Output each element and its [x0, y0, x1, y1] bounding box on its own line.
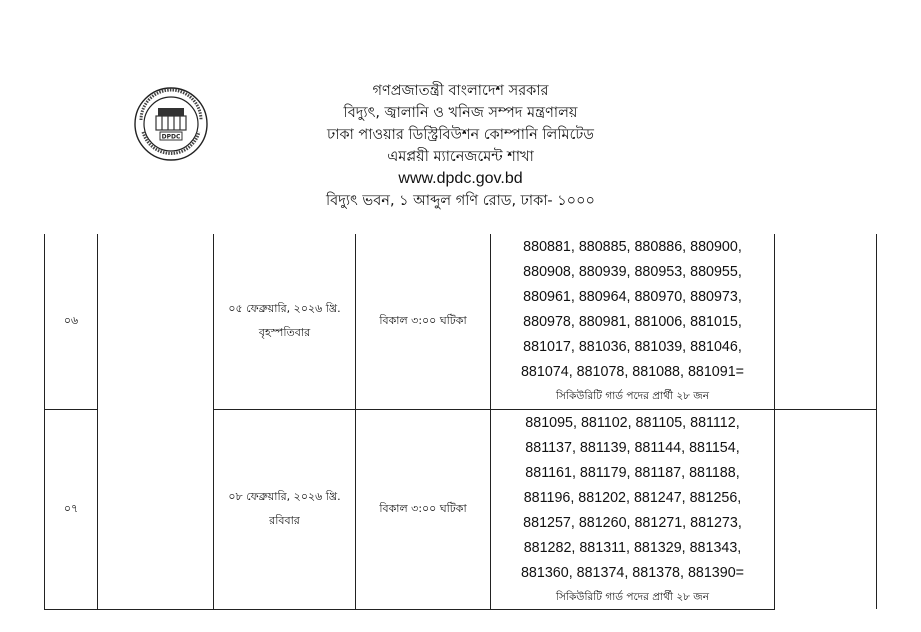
remarks-cell	[775, 234, 877, 409]
candidate-count: সিকিউরিটি গার্ড পদের প্রার্থী ২৮ জন	[556, 590, 709, 603]
company-name: ঢাকা পাওয়ার ডিস্ট্রিবিউশন কোম্পানি লিমিটেড	[327, 127, 594, 143]
roll-line: 881095, 881102, 881105, 881112,	[525, 414, 740, 431]
roll-numbers-cell	[491, 234, 775, 409]
blank-cell	[98, 234, 214, 609]
gov-title: গণপ্রজাতন্ত্রী বাংলাদেশ সরকার	[372, 83, 549, 99]
roll-line: 881257, 881260, 881271, 881273,	[523, 514, 742, 531]
roll-line: 881161, 881179, 881187, 881188,	[525, 464, 740, 481]
department-name: এমপ্লয়ী ম্যানেজমেন্ট শাখা	[387, 149, 534, 165]
date-cell	[214, 234, 356, 409]
address: বিদ্যুৎ ভবন, ১ আব্দুল গণি রোড, ঢাকা- ১০০০	[326, 193, 595, 209]
date-cell	[214, 409, 356, 609]
roll-line: 880908, 880939, 880953, 880955,	[523, 264, 742, 281]
roll-line: 881137, 881139, 881144, 881154,	[525, 439, 740, 456]
roll-line: 881074, 881078, 881088, 881091=	[520, 364, 744, 381]
exam-day: রবিবার	[269, 514, 300, 527]
roll-line: 881196, 881202, 881247, 881256,	[523, 489, 742, 506]
letterhead	[0, 80, 921, 212]
roll-line: 881360, 881374, 881378, 881390=	[520, 564, 744, 581]
exam-schedule-table	[44, 234, 877, 610]
logo-text: DPDC	[161, 133, 181, 141]
roll-line: 880961, 880964, 880970, 880973,	[523, 289, 742, 306]
roll-line: 881017, 881036, 881039, 881046,	[523, 339, 742, 356]
exam-date: ০৮ ফেব্রুয়ারি, ২০২৬ খ্রি.	[228, 490, 341, 503]
candidate-count: সিকিউরিটি গার্ড পদের প্রার্থী ২৮ জন	[556, 390, 709, 403]
exam-date: ০৫ ফেব্রুয়ারি, ২০২৬ খ্রি.	[228, 302, 341, 316]
exam-day: বৃহস্পতিবার	[258, 326, 311, 340]
exam-time: বিকাল ৩:০০ ঘটিকা	[356, 409, 491, 609]
roll-line: 881282, 881311, 881329, 881343,	[523, 539, 742, 556]
ministry-name: বিদ্যুৎ, জ্বালানি ও খনিজ সম্পদ মন্ত্রণালয়	[343, 105, 578, 121]
roll-numbers-cell	[491, 409, 775, 609]
table-row	[45, 234, 877, 409]
exam-time: বিকাল ৩:০০ ঘটিকা	[356, 234, 491, 409]
serial-cell: ০৬	[45, 234, 98, 409]
remarks-cell	[775, 409, 877, 609]
roll-line: 880881, 880885, 880886, 880900,	[523, 239, 742, 256]
roll-line: 880978, 880981, 881006, 881015,	[523, 314, 742, 331]
website-url: www.dpdc.gov.bd	[398, 170, 523, 187]
serial-cell: ০৭	[45, 409, 98, 609]
